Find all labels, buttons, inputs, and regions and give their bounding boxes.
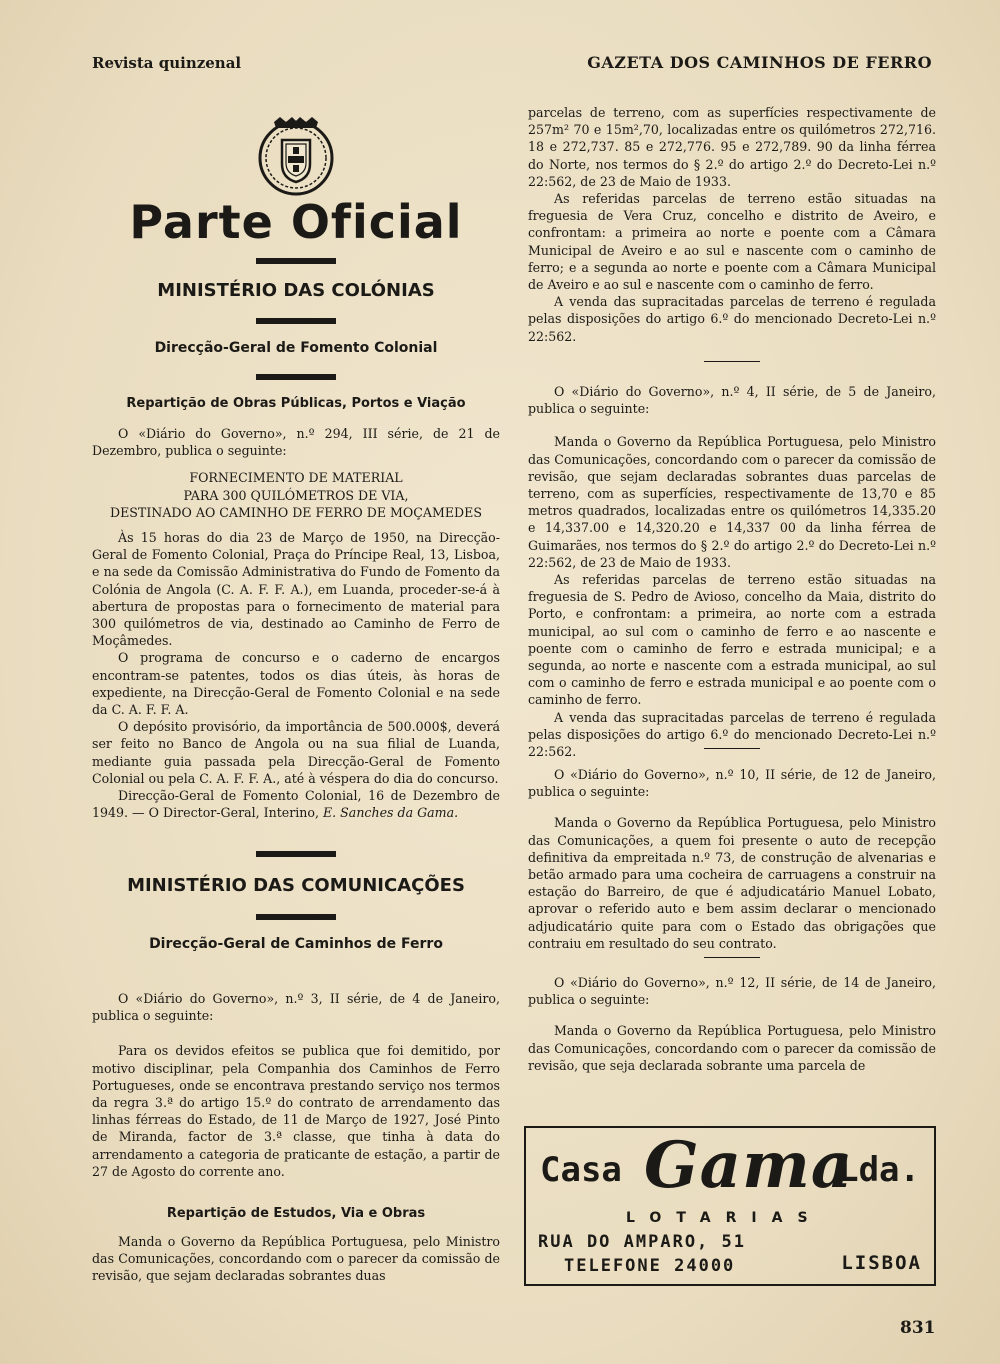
ad-lotarias-text: LOTARIAS — [626, 1210, 823, 1226]
direccao-caminhos-heading: Direcção-Geral de Caminhos de Ferro — [149, 936, 443, 952]
signature-name: E. Sanches da Gama. — [322, 805, 459, 821]
portuguese-coat-of-arms-icon — [254, 116, 338, 196]
notice-heading-line: FORNECIMENTO DE MATERIAL — [189, 470, 403, 486]
right-section-3 — [528, 766, 936, 952]
body-paragraph: parcelas de terreno, com as superfícies respectivamente de 257m² 70 e 15m²,70, localizadas entre os quilómetros 272,716. 18 e 272,737. 85 e 272,776. 95 e 272,789. 90 da linha férrea do Norte, nos termos do § 2.º do artigo 2.º do Decreto-Lei n.º 22:562, de 23 de Maio de 1933. — [528, 105, 936, 189]
ministry-colonias-heading: MINISTÉRIO DAS COLÓNIAS — [157, 280, 435, 301]
divider-bar — [256, 851, 336, 857]
notice-heading-line: DESTINADO AO CAMINHO DE FERRO DE MOÇAMEDES — [110, 504, 482, 520]
intro-paragraph: O «Diário do Governo», n.º 12, II série, de 14 de Janeiro, publica o seguinte: — [528, 975, 936, 1008]
signature-text: Direcção-Geral de Fomento Colonial, 16 de Dezembro de 1949. — O Director-Geral, Interino, — [92, 788, 500, 821]
separator-rule — [704, 957, 760, 958]
intro-paragraph: O «Diário do Governo», n.º 10, II série, de 12 de Janeiro, publica o seguinte: — [528, 767, 936, 800]
body-paragraph: Manda o Governo da República Portuguesa, pelo Ministro das Comunicações, a quem foi presente o auto de recepção definitiva da empreitada n.º 73, de construção de alvenarias e betão armado para uma cocheira de carruagens a construir na estação do Barreiro, de que é adjudicatário Manuel Lobato, aprovar o referido auto e bem assim declarar o mencionado adjudicatário quite para com o Estado das obrigações que contraiu em resultado do seu contrato. — [528, 815, 936, 951]
running-header-left: Revista quinzenal — [92, 54, 242, 72]
ad-casa-text: Casa — [540, 1150, 622, 1190]
reparticao-obras-heading: Repartição de Obras Públicas, Portos e Viação — [126, 396, 466, 411]
ad-address: RUA DO AMPARO, 51 — [538, 1232, 746, 1252]
body-paragraph: Para os devidos efeitos se publica que foi demitido, por motivo disciplinar, pela Companhia dos Caminhos de Ferro Portugueses, onde se encontrava prestando serviço nos termos da regra 3.ª do artigo 15.º do contrato de arrendamento das linhas férreas do Estado, de 11 de Março de 1927, José Pinto de Miranda, factor de 3.ª classe, que tinha à data do arrendamento a categoria de praticante de estação, a partir de 27 de Agosto do corrente ano. — [92, 1043, 500, 1179]
right-column-top — [528, 104, 936, 345]
body-paragraph: O programa de concurso e o caderno de encargos encontram-se patentes, todos os dias úteis, às horas de expediente, na Direcção-Geral de Fomento Colonial e na sede da C. A. F. F. A. — [92, 650, 500, 718]
intro-paragraph: O «Diário do Governo», n.º 294, III série, de 21 de Dezembro, publica o seguinte: — [92, 426, 500, 459]
separator-rule — [704, 748, 760, 749]
body-paragraph: A venda das supracitadas parcelas de terreno é regulada pelas disposições do artigo 6.º do mencionado Decreto-Lei n.º 22:562. — [528, 294, 936, 344]
intro-paragraph: O «Diário do Governo», n.º 4, II série, de 5 de Janeiro, publica o seguinte: — [528, 384, 936, 417]
body-paragraph: O depósito provisório, da importância de 500.000$, deverá ser feito no Banco de Angola ou na sua filial de Luanda, mediante guia passada pela Direcção-Geral de Fomento Colonial ou pela C. A. F. F. A., até à véspera do dia do concurso. — [92, 719, 500, 786]
ad-lda-text: Lda. — [838, 1150, 920, 1190]
body-paragraph: As referidas parcelas de terreno estão situadas na freguesia de S. Pedro de Avioso, concelho da Maia, distrito do Porto, e confrontam: a primeira, ao norte com a estrada municipal, ao sul com o caminho de ferro e ao nascente e poente com o caminho de ferro e estrada municipal; e a segunda, ao norte e nascente com a estrada municipal, ao sul com o caminho de ferro e estrada municipal e ao poente com o caminho de ferro. — [528, 572, 936, 708]
divider-bar — [256, 318, 336, 324]
section-comunicacoes — [92, 990, 500, 1180]
divider-bar — [256, 374, 336, 380]
divider-bar — [256, 258, 336, 264]
section-estudos — [92, 1233, 500, 1285]
notice-heading-line: PARA 300 QUILÓMETROS DE VIA, — [183, 487, 409, 503]
body-paragraph: Manda o Governo da República Portuguesa, pelo Ministro das Comunicações, concordando com o parecer da comissão de revisão, que sejam declaradas sobrantes duas — [92, 1234, 500, 1284]
body-paragraph: Manda o Governo da República Portuguesa, pelo Ministro das Comunicações, concordando com o parecer da comissão de revisão, que seja declarada sobrante uma parcela de — [528, 1023, 936, 1073]
running-header-right: GAZETA DOS CAMINHOS DE FERRO — [587, 53, 932, 72]
ad-city: LISBOA — [841, 1252, 922, 1274]
ad-telephone: TELEFONE 24000 — [564, 1256, 736, 1276]
body-paragraph: As referidas parcelas de terreno estão situadas na freguesia de Vera Cruz, concelho e distrito de Aveiro, e confrontam: a primeira ao norte e poente com a Câmara Municipal de Aveiro e ao sul e nascente com o caminho de ferro; e a segunda ao norte e poente com a Câmara Municipal de Aveiro e ao sul e nascente com o caminho de ferro. — [528, 191, 936, 293]
right-section-4 — [528, 974, 936, 1074]
divider-bar — [256, 914, 336, 920]
ad-brand-logo: Gama — [644, 1128, 854, 1203]
reparticao-estudos-heading: Repartição de Estudos, Via e Obras — [166, 1206, 426, 1221]
page-title: Parte Oficial — [129, 195, 463, 249]
body-paragraph: Às 15 horas do dia 23 de Março de 1950, na Direcção-Geral de Fomento Colonial, Praça do Príncipe Real, 13, Lisboa, e na sede da Comissão Administrativa do Fundo de Fomento da Colónia de Angola (C. A. F. F. A.), em Luanda, proceder-se-á à abertura de propostas para o fornecimento de material para 300 quilómetros de via, destinado ao Caminho de Ferro de Moçâmedes. — [92, 530, 500, 649]
direccao-fomento-heading: Direcção-Geral de Fomento Colonial — [154, 340, 438, 356]
section-colonias — [92, 425, 500, 821]
separator-rule — [704, 361, 760, 362]
signature-paragraph — [92, 787, 500, 821]
right-section-2 — [528, 383, 936, 760]
advertisement-casa-gama — [524, 1126, 936, 1286]
ministry-comunicacoes-heading: MINISTÉRIO DAS COMUNICAÇÕES — [127, 875, 465, 896]
page-number: 831 — [900, 1318, 936, 1338]
body-paragraph: Manda o Governo da República Portuguesa, pelo Ministro das Comunicações, concordando com o parecer da comissão de revisão, que sejam declaradas sobrantes duas parcelas de terreno, com as superfícies, respectivamente de 13,70 e 85 metros quadrados, localizadas entre os quilómetros 14,335.20 e 14,337.00 e 14,320.20 e 14,337 00 da linha férrea de Guimarães, nos termos do § 2.º do artigo 2.º do Decreto-Lei n.º 22:562, de 23 de Maio de 1933. — [528, 434, 936, 570]
intro-paragraph: O «Diário do Governo», n.º 3, II série, de 4 de Janeiro, publica o seguinte: — [92, 991, 500, 1024]
body-paragraph: A venda das supracitadas parcelas de terreno é regulada pelas disposições do artigo 6.º do mencionado Decreto-Lei n.º 22:562. — [528, 709, 936, 760]
